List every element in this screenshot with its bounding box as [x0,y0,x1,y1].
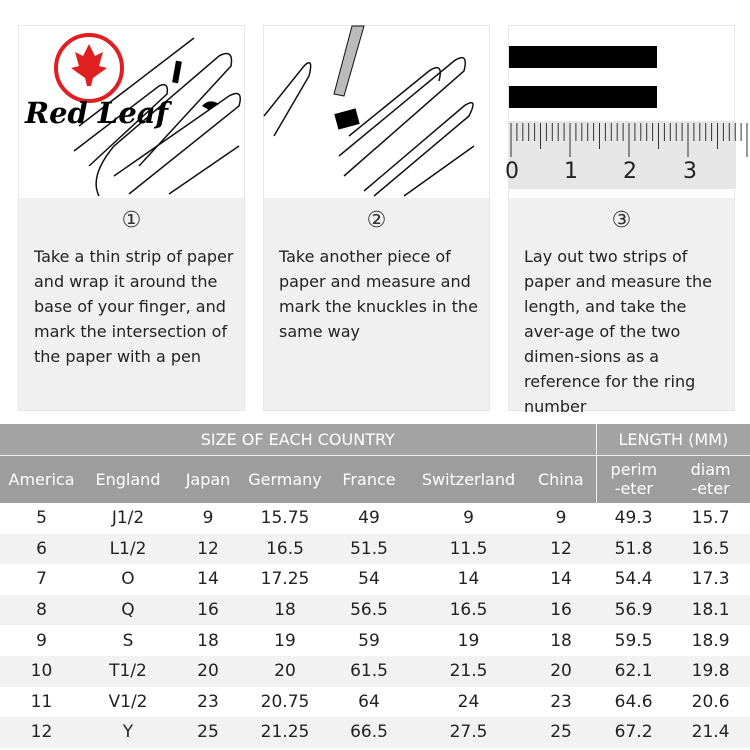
table-cell: 64 [358,691,380,712]
table-cell: 49.3 [614,508,653,529]
table-cell: 12 [0,717,83,748]
brand-logo: Red Leaf [25,96,169,130]
table-cell: 64.6 [614,691,653,712]
table-cell: 20.75 [260,691,310,712]
table-cell: 59.5 [614,630,653,651]
table-cell: 15.7 [691,508,730,529]
table-cell: 6 [0,534,83,565]
table-cell: 14 [457,569,480,590]
table-cell: 16 [173,595,243,626]
table-cell: 16.5 [243,534,327,565]
ruler-label: 2 [623,159,637,184]
length-group-header: LENGTH (MM) [596,424,750,455]
table-row [0,687,750,718]
column-header: Germany [243,455,327,503]
table-cell: 9 [36,630,47,651]
table-cell: S [122,630,134,651]
table-cell: 51.8 [596,534,671,565]
table-cell: 18 [243,595,327,626]
table-cell: 20 [243,656,327,687]
step-card-3 [505,25,735,416]
step-card-2 [263,25,490,411]
table-cell: 67.2 [596,717,671,748]
table-cell: 19 [457,630,480,651]
table-cell: 66.5 [327,717,411,748]
table-cell: 19.8 [671,656,750,687]
table-row [0,595,750,626]
table-cell: 61.5 [327,656,411,687]
table-cell: 54.4 [614,569,653,590]
column-header: France [327,455,411,503]
table-cell: 14 [550,569,572,590]
ruler-label: 1 [564,159,578,184]
table-cell: 21.25 [243,717,327,748]
table-cell: 7 [36,569,47,590]
table-cell: 21.5 [411,656,526,687]
ruler [505,121,736,189]
hand-mark-illustration [264,26,489,198]
table-cell: 18 [550,630,572,651]
table-cell: 51.5 [327,534,411,565]
ring-size-table [0,424,750,748]
table-cell: 59 [358,630,380,651]
table-row [0,503,750,534]
step-text: Take a thin strip of paper and wrap it around the base of your finger, and mark the intersection of the paper with a pen [34,247,234,366]
hand-pen-icon [264,26,491,198]
paper-strip [509,46,657,68]
table-cell: 49 [358,508,380,529]
table-cell: 27.5 [411,717,526,748]
step-number: ③ [611,208,632,233]
column-header: England [83,455,173,503]
table-cell: 9 [202,508,214,529]
table-cell: V1/2 [108,691,148,712]
table-cell: 12 [173,534,243,565]
ruler-label: 3 [683,159,697,184]
step-card-1 [18,25,245,411]
step-text: Lay out two strips of paper and measure the length, and take the aver-age of the two dimen-sions as a reference for the ring number [524,247,712,416]
step-number: ① [121,208,142,233]
table-cell: 11 [30,691,53,712]
table-cell: 8 [0,595,83,626]
step-number: ② [366,208,387,233]
table-cell: 54 [358,569,380,590]
size-group-header: SIZE OF EACH COUNTRY [0,424,596,455]
table-cell: 18.1 [671,595,750,626]
table-cell: 9 [555,508,567,529]
table-cell: 25 [173,717,243,748]
ruler-illustration [505,26,734,198]
table-cell: 17.3 [691,569,730,590]
table-cell: 11.5 [411,534,526,565]
table-cell: 20 [173,656,243,687]
table-cell: T1/2 [83,656,173,687]
table-cell: O [121,569,135,590]
table-cell: Y [83,717,173,748]
maple-leaf-icon [71,44,107,86]
table-cell: 16.5 [671,534,750,565]
table-cell: 10 [0,656,83,687]
table-row [0,625,750,656]
column-header: perim -eter [596,455,671,503]
table-cell: 25 [526,717,596,748]
table-cell: 56.5 [327,595,411,626]
table-cell: 15.75 [260,508,310,529]
hand-wrap-illustration [19,26,244,198]
table-cell: Q [83,595,173,626]
table-cell: L1/2 [83,534,173,565]
table-cell: 23 [197,691,219,712]
table-row [0,717,750,748]
table-cell: 18.9 [691,630,730,651]
column-header: China [526,455,596,503]
table-cell: 20 [526,656,596,687]
table-cell: J1/2 [111,508,145,529]
table-cell: 24 [457,691,480,712]
table-cell: 16 [526,595,596,626]
table-cell: 21.4 [671,717,750,748]
table-cell: 18 [197,630,219,651]
table-cell: 9 [463,508,474,529]
table-cell: 17.25 [260,569,310,590]
table-cell: 62.1 [596,656,671,687]
table-row [0,534,750,565]
table-cell: 12 [526,534,596,565]
table-row [0,564,750,595]
column-header: America [0,455,83,503]
table-cell: 5 [36,508,47,529]
table-cell: 14 [197,569,219,590]
step-text: Take another piece of paper and measure and mark the knuckles in the same way [279,247,478,341]
table-cell: 19 [274,630,296,651]
ruler-label: 0 [505,159,519,184]
column-header: Switzerland [411,455,526,503]
column-header: diam -eter [671,455,750,503]
table-row [0,656,750,687]
table-cell: 56.9 [596,595,671,626]
column-header: Japan [173,455,243,503]
table-cell: 23 [550,691,572,712]
table-cell: 16.5 [411,595,526,626]
paper-strip [509,86,657,108]
table-cell: 20.6 [691,691,730,712]
